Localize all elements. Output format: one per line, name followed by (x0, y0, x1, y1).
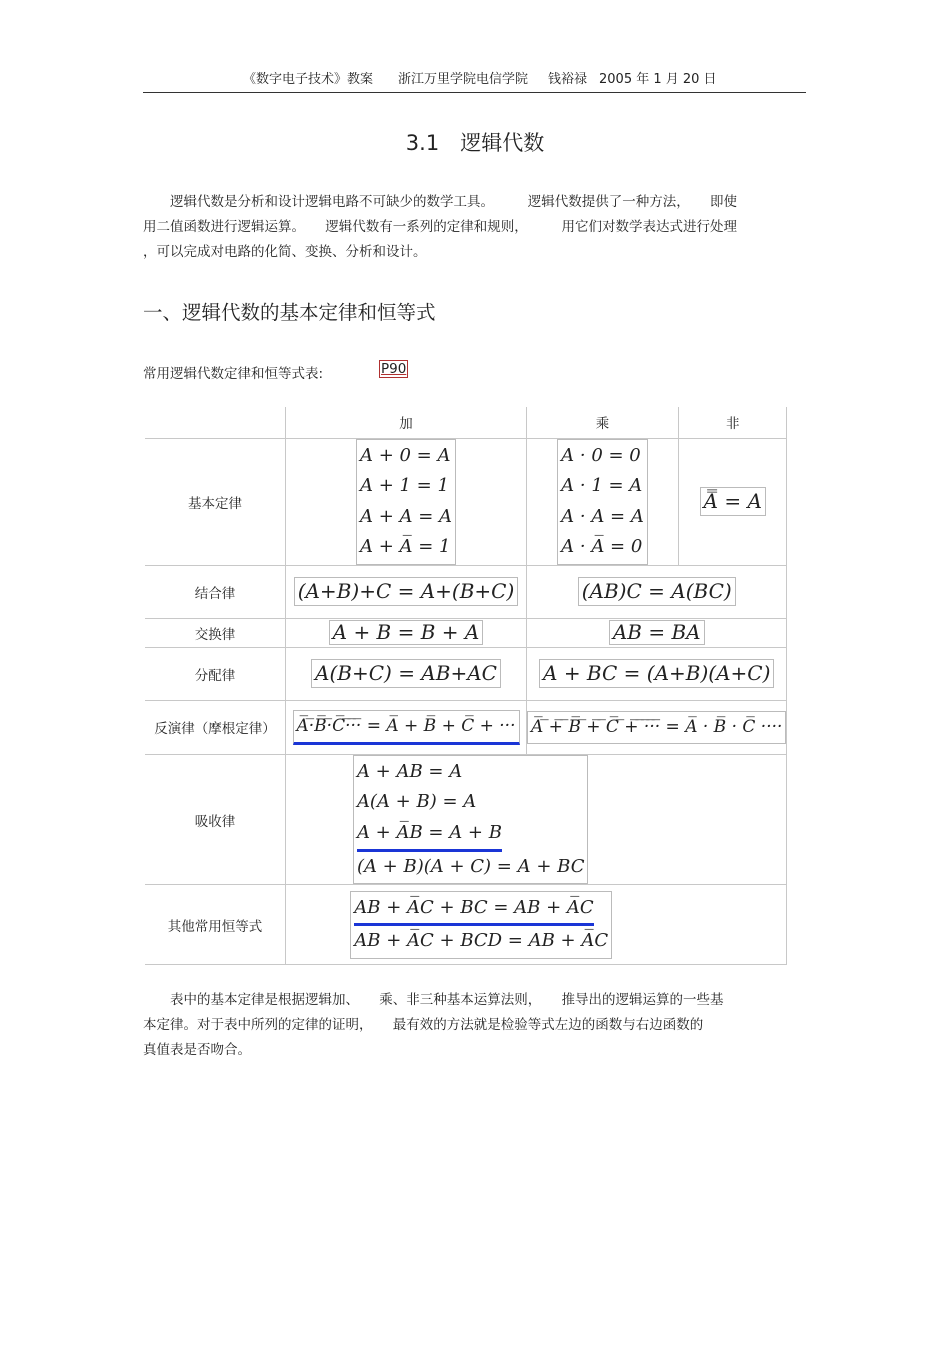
page-title: 3.1 逻辑代数 (405, 131, 545, 155)
page-reference-link[interactable]: P90 (381, 361, 407, 377)
other-identities-cell (286, 885, 787, 965)
table-row (145, 754, 787, 884)
commutative-add-formula: A + B = B + A (329, 620, 484, 645)
distributive-add-cell (286, 647, 527, 700)
intro-line: 逻辑代数是分析和设计逻辑电路不可缺少的数学工具。 逻辑代数提供了一种方法， 即使 (143, 194, 737, 210)
row-label: 反演律（摩根定律） (145, 700, 286, 754)
absorption-formula (353, 755, 589, 884)
intro-paragraph (143, 190, 807, 270)
distributive-mul-formula: A + BC = (A+B)(A+C) (539, 659, 774, 688)
other-identities-formula (350, 891, 612, 959)
row-label: 基本定律 (145, 438, 286, 565)
formula-line: A + 1 = 1 (359, 475, 449, 497)
header-not: 非 (679, 407, 787, 438)
associative-add-cell (286, 565, 527, 618)
formula-line: A + A̅B = A + B (357, 818, 502, 852)
formula-line: AB + A̅C + BCD = AB + A̅C (354, 930, 609, 952)
table-row (145, 438, 787, 565)
row-label: 吸收律 (145, 754, 286, 884)
conclusion-paragraph (143, 988, 807, 1058)
demorgan-mul-cell (527, 700, 787, 754)
conclusion-line: 本定律。对于表中所列的定律的证明， 最有效的方法就是检验等式左边的函数与右边函数的 (143, 1017, 704, 1033)
formula-line: A + 0 = A (359, 444, 451, 466)
table-row (145, 700, 787, 754)
page-header (143, 66, 806, 93)
table-caption: 常用逻辑代数定律和恒等式表: (143, 366, 324, 382)
commutative-mul-formula: AB = BA (609, 620, 705, 645)
table-header-row (145, 407, 787, 438)
intro-line: 用二值函数进行逻辑运算。 逻辑代数有一系列的定律和规则， 用它们对数学表达式进行处理 (143, 219, 737, 235)
table-row (145, 885, 787, 965)
header-book-title: 《数字电子技术》教案 (243, 72, 374, 87)
formula-line: A · A̅ = 0 (561, 536, 643, 558)
basic-not-cell (679, 438, 787, 565)
basic-mul-formula (557, 439, 648, 565)
demorgan-mul-formula: A̅ ̅+̅ ̅B̅ ̅+̅ ̅C̅ ̅+̅ ̅·̅·̅·̅ = A̅ · B̅ · C̅ ···· (527, 711, 786, 744)
formula-line: A · A = A (561, 505, 644, 527)
conclusion-line: 真值表是否吻合。 (143, 1042, 251, 1058)
header-mul: 乘 (527, 407, 679, 438)
basic-add-formula (356, 439, 456, 565)
formula-line: A + A̅ = 1 (359, 536, 451, 558)
demorgan-add-formula: A̅·̅B̅·̅C̅·̅·̅·̅ = A̅ + B̅ + C̅ + ··· (293, 710, 520, 745)
table-corner-cell (145, 407, 286, 438)
associative-mul-formula: (AB)C = A(BC) (578, 577, 736, 606)
formula-line: AB + A̅C + BC = AB + A̅C (354, 893, 593, 927)
commutative-add-cell (286, 618, 527, 647)
header-date: 2005 年 1 月 20 日 (599, 72, 717, 87)
associative-add-formula: (A+B)+C = A+(B+C) (294, 577, 519, 606)
formula-line: A + AB = A (356, 760, 463, 782)
table-row (145, 618, 787, 647)
commutative-mul-cell (527, 618, 787, 647)
basic-mul-cell (527, 438, 679, 565)
row-label: 分配律 (145, 647, 286, 700)
row-label: 结合律 (145, 565, 286, 618)
intro-line: ，可以完成对电路的化简、变换、分析和设计。 (143, 244, 427, 260)
formula-line: A(A + B) = A (356, 791, 477, 813)
section-heading: 一、逻辑代数的基本定律和恒等式 (143, 301, 436, 324)
formula-line: (A + B)(A + C) = A + BC (356, 855, 585, 877)
basic-add-cell (286, 438, 527, 565)
header-author: 钱裕禄 (548, 72, 588, 87)
demorgan-add-cell (286, 700, 527, 754)
absorption-cell (286, 754, 787, 884)
basic-not-formula: A̿ = A (700, 487, 766, 516)
formula-line: A + A = A (359, 505, 453, 527)
formula-line: A · 1 = A (561, 475, 643, 497)
table-row (145, 647, 787, 700)
header-add: 加 (286, 407, 527, 438)
associative-mul-cell (527, 565, 787, 618)
logic-laws-table (145, 407, 787, 965)
distributive-mul-cell (527, 647, 787, 700)
row-label: 交换律 (145, 618, 286, 647)
formula-line: A · 0 = 0 (561, 444, 641, 466)
header-school: 浙江万里学院电信学院 (398, 72, 529, 87)
distributive-add-formula: A(B+C) = AB+AC (311, 659, 501, 688)
row-label: 其他常用恒等式 (145, 885, 286, 965)
conclusion-line: 表中的基本定律是根据逻辑加、 乘、非三种基本运算法则， 推导出的逻辑运算的一些基 (143, 992, 724, 1008)
table-row (145, 565, 787, 618)
